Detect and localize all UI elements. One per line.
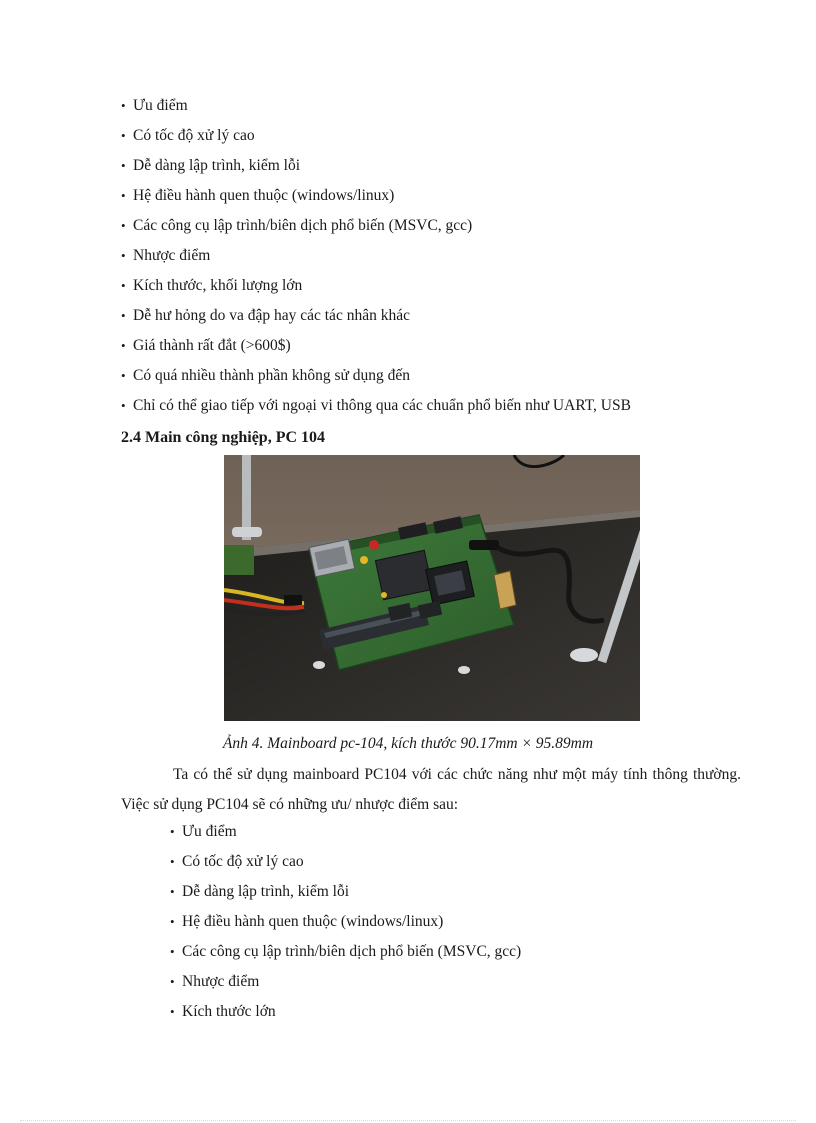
bullet-icon: •	[170, 974, 175, 989]
list-item: • Giá thành rất đắt (>600$)	[121, 333, 631, 363]
bullet-icon: •	[121, 368, 126, 383]
bullet-icon: •	[121, 398, 126, 413]
list-item: • Hệ điều hành quen thuộc (windows/linux)	[121, 183, 631, 213]
bullet-icon: •	[170, 824, 175, 839]
list-item: • Dễ hư hỏng do va đập hay các tác nhân khác	[121, 303, 631, 333]
list-item: • Có tốc độ xử lý cao	[121, 123, 631, 153]
list-item: • Kích thước, khối lượng lớn	[121, 273, 631, 303]
list-item: • Có tốc độ xử lý cao	[170, 849, 521, 879]
bullet-icon: •	[121, 278, 126, 293]
list-item: • Nhược điểm	[121, 243, 631, 273]
bullet-list-bottom	[170, 819, 521, 1029]
page-bottom-divider	[20, 1120, 796, 1121]
bullet-icon: •	[170, 884, 175, 899]
bullet-icon: •	[121, 308, 126, 323]
list-item: • Kích thước lớn	[170, 999, 521, 1029]
bullet-icon: •	[121, 158, 126, 173]
bullet-icon: •	[121, 248, 126, 263]
list-item: • Chỉ có thể giao tiếp với ngoại vi thông qua các chuẩn phổ biến như UART, USB	[121, 393, 631, 423]
bullet-icon: •	[121, 188, 126, 203]
section-heading: 2.4 Main công nghiệp, PC 104	[121, 429, 326, 446]
list-item: • Ưu điểm	[170, 819, 521, 849]
list-item: • Dễ dàng lập trình, kiểm lỗi	[170, 879, 521, 909]
bullet-icon: •	[121, 98, 126, 113]
list-item: • Ưu điểm	[121, 93, 631, 123]
bullet-icon: •	[121, 128, 126, 143]
bullet-icon: •	[170, 944, 175, 959]
list-item: • Các công cụ lập trình/biên dịch phổ biến (MSVC, gcc)	[170, 939, 521, 969]
mainboard-photo	[224, 455, 640, 721]
list-item: • Có quá nhiều thành phần không sử dụng đến	[121, 363, 631, 393]
bullet-icon: •	[170, 914, 175, 929]
bullet-icon: •	[170, 854, 175, 869]
list-item: • Nhược điểm	[170, 969, 521, 999]
bullet-icon: •	[170, 1004, 175, 1019]
bullet-list-top	[121, 93, 631, 423]
list-item: • Dễ dàng lập trình, kiểm lỗi	[121, 153, 631, 183]
figure-caption: Ảnh 4. Mainboard pc-104, kích thước 90.17mm × 95.89mm	[222, 735, 594, 752]
list-item: • Các công cụ lập trình/biên dịch phổ biến (MSVC, gcc)	[121, 213, 631, 243]
bullet-icon: •	[121, 218, 126, 233]
body-paragraph: Ta có thể sử dụng mainboard PC104 với các chức năng như một máy tính thông thường. Việc sử dụng PC104 sẽ có những ưu/ nhược điểm sau:	[121, 766, 741, 813]
bullet-icon: •	[121, 338, 126, 353]
list-item: • Hệ điều hành quen thuộc (windows/linux)	[170, 909, 521, 939]
